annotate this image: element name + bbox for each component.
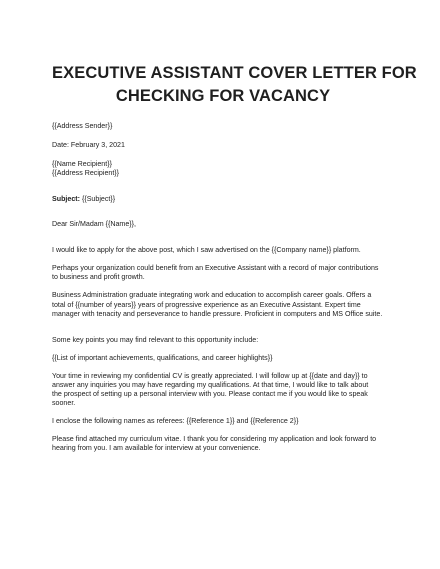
- sender-address-block: [52, 122, 394, 131]
- salutation-block: [52, 220, 394, 229]
- paragraph-line: manager with tenacity and perseverance to handle pressure. Proficient in computers and MS Office suite.: [52, 309, 383, 318]
- sender-address: {{Address Sender}}: [52, 122, 113, 130]
- paragraph-line: I would like to apply for the above post, which I saw advertised on the {{Company name}} platform.: [52, 246, 361, 255]
- paragraph-line: Please find attached my curriculum vitae. I thank you for considering my application and look forward to: [52, 435, 377, 444]
- paragraph-line: the prospect of setting up a personal interview with you. Please contact me if you would like to speak: [52, 390, 368, 398]
- paragraph-1: [52, 246, 394, 255]
- letter-date: Date: February 3, 2021: [52, 140, 125, 149]
- paragraph-3: [52, 291, 394, 319]
- paragraph-7: [52, 417, 394, 426]
- paragraph-line: sooner.: [52, 399, 76, 408]
- paragraph-line: to business and profit growth.: [52, 273, 145, 282]
- paragraph-line: Some key points you may find relevant to this opportunity include:: [52, 335, 259, 344]
- recipient-block: [52, 160, 394, 178]
- title-line-1: EXECUTIVE ASSISTANT COVER LETTER FOR: [52, 64, 417, 82]
- paragraph-line: {{List of important achievements, qualifications, and career highlights}}: [52, 353, 273, 362]
- paragraph-line: Perhaps your organization could benefit from an Executive Assistant with a record of major contributions: [52, 264, 379, 273]
- subject-line: [52, 195, 394, 204]
- salutation: Dear Sir/Madam {{Name}},: [52, 220, 136, 229]
- paragraph-line: hearing from you. I am available for interview at your convenience.: [52, 444, 261, 453]
- subject-value: {{Subject}}: [79, 194, 116, 203]
- recipient-address: {{Address Recipient}}: [52, 168, 120, 177]
- recipient-name: {{Name Recipient}}: [52, 159, 112, 168]
- paragraph-8: [52, 435, 394, 453]
- letter-body: [52, 122, 394, 454]
- subject-block: [52, 195, 394, 204]
- paragraph-2: [52, 264, 394, 282]
- paragraph-5: [52, 354, 394, 363]
- paragraph-4: [52, 336, 394, 345]
- paragraph-line: Business Administration graduate integrating work and education to accomplish career goals. Offers a: [52, 291, 372, 300]
- paragraph-line: Your time in reviewing my confidential CV is greatly appreciated. I will follow up at {{date and day}} to: [52, 371, 368, 380]
- title-line-2: CHECKING FOR VACANCY: [115, 87, 331, 105]
- subject-label: Subject:: [52, 194, 80, 203]
- paragraph-line: answer any inquiries you may have regarding my qualifications. At that time, I would like to talk about: [52, 380, 369, 389]
- date-block: [52, 141, 394, 150]
- paragraph-line: I enclose the following names as referees: {{Reference 1}} and {{Reference 2}}: [52, 417, 299, 426]
- paragraph-6: [52, 372, 394, 409]
- letter-title: [52, 62, 417, 108]
- paragraph-line: total of {{number of years}} years of progressive experience as an Executive Assistant. Expert time: [52, 300, 361, 309]
